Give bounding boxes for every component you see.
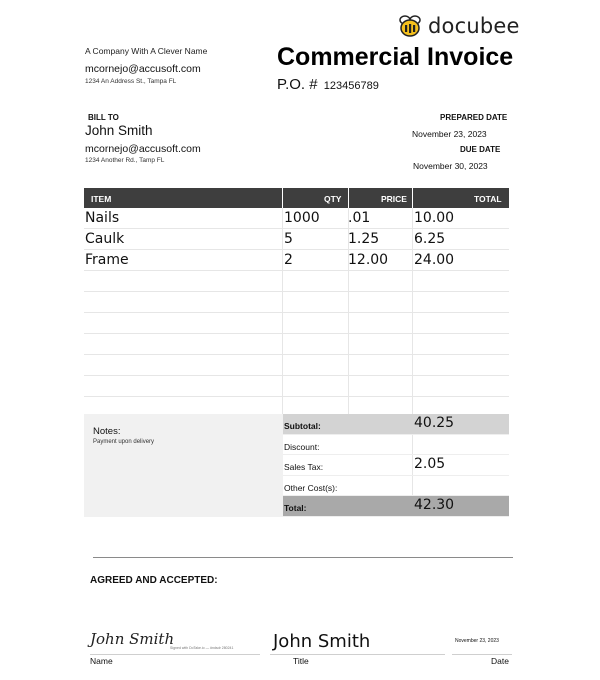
table-row (84, 208, 509, 229)
signature-note: Signed with DoTake.io — #ndsdr 280241 (170, 646, 234, 650)
header-price: PRICE (381, 194, 407, 204)
table-row-empty (84, 292, 509, 313)
sales-tax-value: 2.05 (414, 456, 446, 472)
notes-label: Notes: (93, 426, 121, 437)
subtotal-row (283, 414, 509, 435)
title-label: Title (293, 656, 309, 666)
cell-item: Frame (85, 252, 129, 268)
logo-text: docubee (428, 14, 520, 38)
invoice-title: Commercial Invoice (277, 43, 514, 71)
table-row-empty (84, 313, 509, 334)
po-line (277, 76, 379, 93)
docubee-logo (398, 14, 520, 38)
cell-total: 10.00 (414, 210, 455, 226)
cell-price: 12.00 (348, 252, 389, 268)
table-row-empty (84, 397, 509, 414)
cell-price: 1.25 (348, 231, 380, 247)
cell-qty: 5 (284, 231, 293, 247)
name-line (90, 654, 260, 655)
other-costs-row (283, 476, 509, 497)
header-item: ITEM (91, 194, 112, 204)
company-name: A Company With A Clever Name (85, 46, 208, 56)
po-number: 123456789 (323, 80, 379, 92)
bill-to-address: 1234 Another Rd., Tamp FL (85, 157, 165, 164)
company-email: mcornejo@accusoft.com (85, 63, 201, 75)
discount-label: Discount: (284, 441, 320, 452)
bee-icon (398, 15, 422, 37)
cell-total: 24.00 (414, 252, 455, 268)
sales-tax-row (283, 455, 509, 476)
date-label: Date (491, 656, 509, 666)
table-row-empty (84, 376, 509, 397)
title-line (270, 654, 445, 655)
name-label: Name (90, 656, 113, 666)
table-row (84, 250, 509, 271)
table-body (84, 208, 509, 414)
cell-total: 6.25 (414, 231, 446, 247)
prepared-date-label: PREPARED DATE (440, 113, 508, 122)
signed-date: November 23, 2023 (455, 638, 499, 644)
cell-item: Nails (85, 210, 120, 226)
date-line (452, 654, 512, 655)
header-divider (282, 188, 283, 208)
bill-to-name: John Smith (85, 123, 153, 138)
cell-item: Caulk (85, 231, 125, 247)
header-divider (348, 188, 349, 208)
prepared-date: November 23, 2023 (412, 129, 487, 139)
discount-row (283, 435, 509, 456)
other-costs-label: Other Cost(s): (284, 482, 338, 493)
sales-tax-label: Sales Tax: (284, 462, 324, 472)
signature: John Smith (90, 630, 175, 648)
po-label: P.O. # (277, 76, 318, 93)
subtotal-value: 40.25 (414, 415, 455, 431)
due-date-label: DUE DATE (460, 145, 501, 154)
bill-to-label: BILL TO (88, 113, 119, 122)
due-date: November 30, 2023 (413, 161, 488, 171)
cell-qty: 1000 (284, 210, 320, 226)
notes-text: Payment upon delivery (93, 439, 155, 445)
table-row-empty (84, 271, 509, 292)
total-row (283, 496, 509, 517)
table-header (84, 188, 509, 208)
header-qty: QTY (324, 194, 342, 204)
bill-to-email: mcornejo@accusoft.com (85, 143, 201, 155)
title-value: John Smith (273, 631, 371, 652)
header-divider (412, 188, 413, 208)
total-label: Total: (284, 503, 307, 513)
company-address: 1234 An Address St., Tampa FL (85, 78, 177, 85)
header-total: TOTAL (474, 194, 502, 204)
table-row-empty (84, 334, 509, 355)
total-value: 42.30 (414, 497, 455, 513)
agreement-heading: AGREED AND ACCEPTED: (90, 575, 218, 586)
table-row (84, 229, 509, 250)
separator-line (93, 557, 513, 558)
subtotal-label: Subtotal: (284, 421, 321, 431)
cell-price: .01 (348, 210, 371, 226)
cell-qty: 2 (284, 252, 293, 268)
table-row-empty (84, 355, 509, 376)
